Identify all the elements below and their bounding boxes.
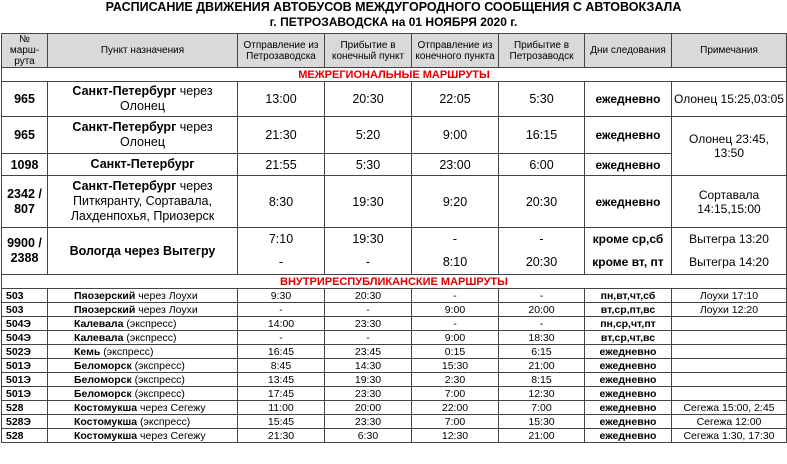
title-line-1: РАСПИСАНИЕ ДВИЖЕНИЯ АВТОБУСОВ МЕЖДУГОРОДНОГО СООБЩЕНИЯ С АВТОВОКЗАЛА [105,0,682,14]
destination-via: (экспресс) [123,317,177,330]
arrival-time: 19:30 [325,228,412,250]
destination-via: через Питкяранту, Сортавала, Лахденпохья, Приозерск [70,179,215,223]
departure-time: - [238,331,325,345]
departure-time: - [238,250,325,275]
destination-main: Санкт-Петербург [72,84,177,98]
destination [48,331,238,345]
destination-main: Санкт-Петербург [72,179,177,193]
route-number: 502Э [2,345,48,359]
route-note: Сегежа 1:30, 17:30 [672,429,787,443]
return-departure-time: 2:30 [412,373,499,387]
return-departure-time: 23:00 [412,154,499,176]
route-note [672,373,787,387]
table-row [2,415,787,429]
destination [48,373,238,387]
destination-main: Костомукша [74,429,138,442]
route-note: Сортавала 14:15,15:00 [672,176,787,228]
table-row [2,317,787,331]
route-note: Сегежа 12:00 [672,415,787,429]
table-row [2,359,787,373]
destination-main: Костомукша [74,401,138,414]
departure-time: 13:45 [238,373,325,387]
destination-main: Вологда через Вытегру [69,243,216,258]
arrival-time: 20:30 [325,82,412,117]
route-note: Олонец 15:25,03:05 [672,82,787,117]
title-line-2: г. ПЕТРОЗАВОДСКА на 01 НОЯБРЯ 2020 г. [269,15,518,29]
arrival-time: 14:30 [325,359,412,373]
route-number: 1098 [2,154,48,176]
return-departure-time: 9:20 [412,176,499,228]
departure-time: 17:45 [238,387,325,401]
route-number: 504Э [2,331,48,345]
return-arrival-time: 15:30 [499,415,585,429]
return-arrival-time: - [499,317,585,331]
return-arrival-time: 6:00 [499,154,585,176]
header-dep-from: Отправление из Петрозаводска [238,34,325,68]
header-arr-end: Прибытие в конечный пункт [325,34,412,68]
table-row [2,82,787,117]
arrival-time: 23:45 [325,345,412,359]
route-number: 965 [2,117,48,154]
departure-time: 13:00 [238,82,325,117]
return-departure-time: 7:00 [412,387,499,401]
return-departure-time: 12:30 [412,429,499,443]
destination-main: Беломорск [74,373,132,386]
table-row [2,303,787,317]
arrival-time: 19:30 [325,373,412,387]
departure-time: - [238,303,325,317]
return-arrival-time: 8:15 [499,373,585,387]
departure-time: 9:30 [238,289,325,303]
departure-time: 8:45 [238,359,325,373]
route-note: Лоухи 17:10 [672,289,787,303]
schedule-table [1,33,787,443]
table-row [2,401,787,415]
route-note [672,331,787,345]
arrival-time: 6:30 [325,429,412,443]
return-departure-time: 22:05 [412,82,499,117]
destination-main: Костомукша [74,415,138,428]
route-note: Олонец 23:45, 13:50 [672,117,787,176]
days-of-operation: ежедневно [585,373,672,387]
route-note: Сегежа 15:00, 2:45 [672,401,787,415]
destination [48,387,238,401]
destination-via: (экспресс) [131,387,185,400]
destination [48,429,238,443]
return-departure-time: 9:00 [412,117,499,154]
arrival-time: - [325,331,412,345]
destination-main: Калевала [74,331,124,344]
destination-main: Пяозерский [74,289,136,302]
route-note [672,387,787,401]
route-number: 528Э [2,415,48,429]
return-arrival-time: 7:00 [499,401,585,415]
destination [48,345,238,359]
table-row [2,117,787,154]
destination-via: через Олонец [120,120,213,149]
return-arrival-time: 20:00 [499,303,585,317]
destination-main: Беломорск [74,359,132,372]
return-arrival-time: 20:30 [499,176,585,228]
table-row [2,331,787,345]
return-departure-time: - [412,289,499,303]
destination [48,228,238,275]
route-number: 504Э [2,317,48,331]
route-number: 501Э [2,373,48,387]
route-number: 503 [2,303,48,317]
departure-time: 14:00 [238,317,325,331]
days-of-operation: ежедневно [585,117,672,154]
destination [48,317,238,331]
header-arr-ptz: Прибытие в Петрозаводск [499,34,585,68]
route-number: 965 [2,82,48,117]
return-arrival-time: 20:30 [499,250,585,275]
table-row [2,228,787,250]
days-of-operation: кроме вт, пт [585,250,672,275]
destination-via: (экспресс) [131,359,185,372]
arrival-time: 5:20 [325,117,412,154]
days-of-operation: ежедневно [585,401,672,415]
destination [48,176,238,228]
route-number: 2342 / 807 [2,176,48,228]
section-row [2,275,787,289]
header-notes: Примечания [672,34,787,68]
destination [48,117,238,154]
return-arrival-time: 16:15 [499,117,585,154]
destination [48,303,238,317]
days-of-operation: ежедневно [585,176,672,228]
destination-via: через Лоухи [135,303,198,316]
return-departure-time: 15:30 [412,359,499,373]
departure-time: 16:45 [238,345,325,359]
table-row [2,176,787,228]
return-arrival-time: 6:15 [499,345,585,359]
days-of-operation: пн,ср,чт,пт [585,317,672,331]
route-number: 503 [2,289,48,303]
destination-main: Санкт-Петербург [90,157,195,171]
return-departure-time: - [412,317,499,331]
return-departure-time: 8:10 [412,250,499,275]
arrival-time: 5:30 [325,154,412,176]
arrival-time: 19:30 [325,176,412,228]
route-note [672,359,787,373]
route-note: Вытегра 14:20 [672,250,787,275]
destination [48,82,238,117]
route-number: 501Э [2,359,48,373]
days-of-operation: ежедневно [585,345,672,359]
section-title-interregional: МЕЖРЕГИОНАЛЬНЫЕ МАРШРУТЫ [2,68,787,82]
destination-via: через Сегежу [137,429,206,442]
header-dest: Пункт назначения [48,34,238,68]
table-row [2,289,787,303]
header-num: № марш-рута [2,34,48,68]
arrival-time: 23:30 [325,317,412,331]
return-departure-time: 9:00 [412,303,499,317]
destination-via: (экспресс) [123,331,177,344]
table-row [2,429,787,443]
table-row [2,345,787,359]
table-row [2,373,787,387]
departure-time: 21:55 [238,154,325,176]
days-of-operation: пн,вт,чт,сб [585,289,672,303]
header-days: Дни следования [585,34,672,68]
arrival-time: - [325,303,412,317]
return-arrival-time: 5:30 [499,82,585,117]
route-note: Вытегра 13:20 [672,228,787,250]
header-dep-end: Отправление из конечного пункта [412,34,499,68]
return-arrival-time: - [499,228,585,250]
destination-via: (экспресс) [137,415,191,428]
departure-time: 21:30 [238,117,325,154]
destination [48,401,238,415]
arrival-time: - [325,250,412,275]
section-title-republic: ВНУТРИРЕСПУБЛИКАНСКИЕ МАРШРУТЫ [2,275,787,289]
route-note [672,345,787,359]
page-title [0,0,787,30]
return-departure-time: 7:00 [412,415,499,429]
table-header-row [2,34,787,68]
destination-via: через Олонец [120,84,213,113]
destination-main: Кемь [74,345,101,358]
return-departure-time: - [412,228,499,250]
destination-via: (экспресс) [100,345,154,358]
route-number: 9900 / 2388 [2,228,48,275]
destination-via: (экспресс) [131,373,185,386]
departure-time: 8:30 [238,176,325,228]
republic-routes [2,289,787,443]
destination-main: Пяозерский [74,303,136,316]
return-departure-time: 9:00 [412,331,499,345]
return-arrival-time: - [499,289,585,303]
destination-via: через Сегежу [137,401,206,414]
days-of-operation: ежедневно [585,359,672,373]
route-note [672,317,787,331]
days-of-operation: ежедневно [585,415,672,429]
departure-time: 11:00 [238,401,325,415]
table-row [2,154,787,176]
route-number: 528 [2,401,48,415]
destination [48,154,238,176]
return-departure-time: 22:00 [412,401,499,415]
days-of-operation: ежедневно [585,387,672,401]
days-of-operation: вт,ср,чт,вс [585,331,672,345]
table-row [2,387,787,401]
route-number: 528 [2,429,48,443]
days-of-operation: ежедневно [585,154,672,176]
destination [48,359,238,373]
departure-time: 15:45 [238,415,325,429]
destination-main: Беломорск [74,387,132,400]
departure-time: 21:30 [238,429,325,443]
return-arrival-time: 18:30 [499,331,585,345]
return-arrival-time: 21:00 [499,429,585,443]
arrival-time: 23:30 [325,415,412,429]
route-note: Лоухи 12:20 [672,303,787,317]
destination [48,415,238,429]
days-of-operation: ежедневно [585,82,672,117]
destination [48,289,238,303]
arrival-time: 23:30 [325,387,412,401]
destination-main: Санкт-Петербург [72,120,177,134]
arrival-time: 20:30 [325,289,412,303]
days-of-operation: ежедневно [585,429,672,443]
section-row [2,68,787,82]
destination-via: через Лоухи [135,289,198,302]
arrival-time: 20:00 [325,401,412,415]
return-arrival-time: 21:00 [499,359,585,373]
route-number: 501Э [2,387,48,401]
return-arrival-time: 12:30 [499,387,585,401]
days-of-operation: кроме ср,сб [585,228,672,250]
destination-main: Калевала [74,317,124,330]
days-of-operation: вт,ср,пт,вс [585,303,672,317]
departure-time: 7:10 [238,228,325,250]
return-departure-time: 0:15 [412,345,499,359]
